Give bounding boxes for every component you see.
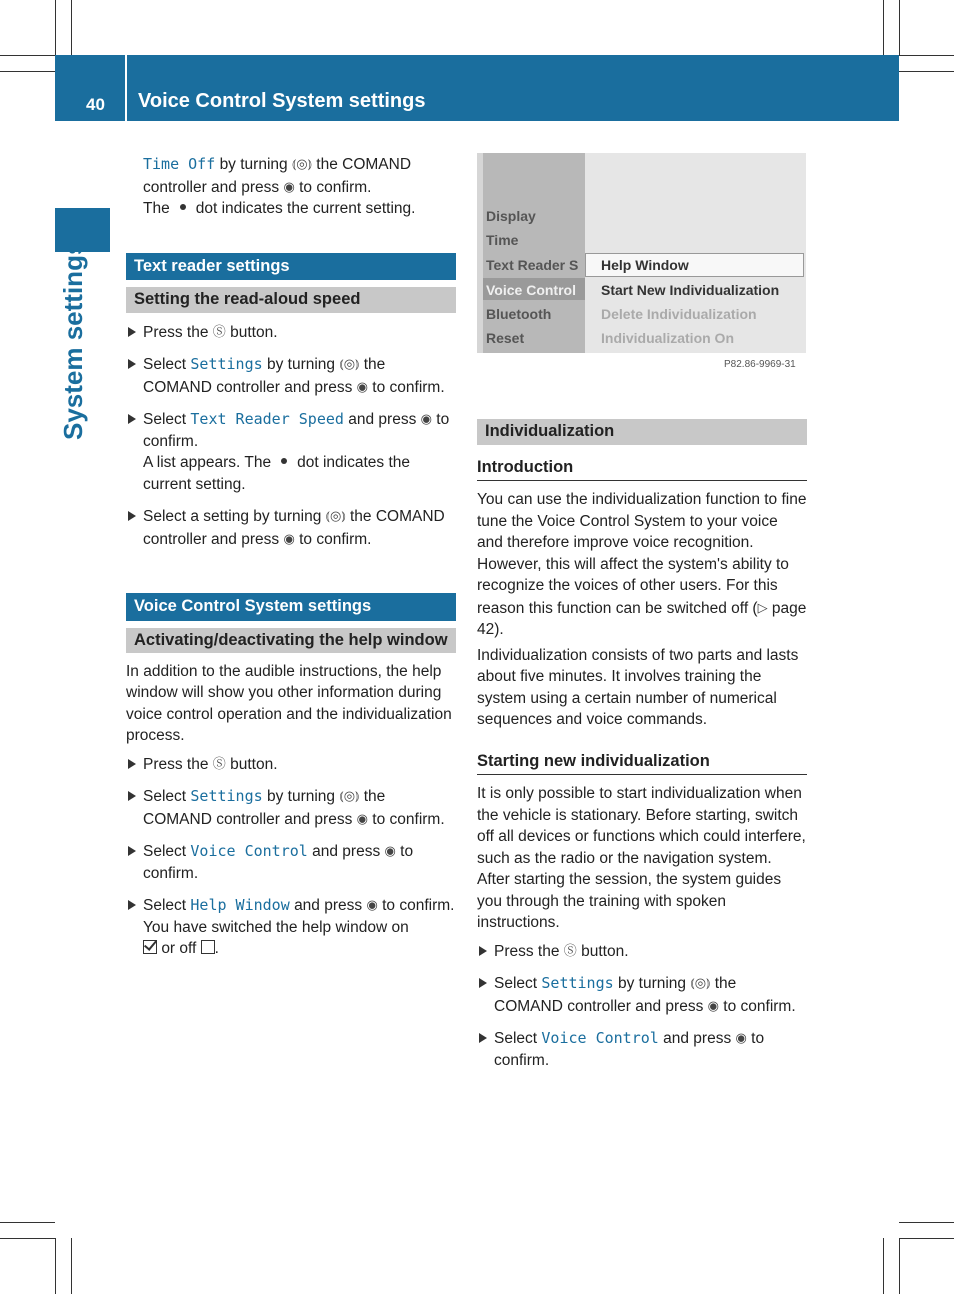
screen-menu-item: Display <box>486 208 536 224</box>
step: Select Voice Control and press ◉ to confirm. <box>477 1027 807 1071</box>
screen-menu-item: Reset <box>486 330 525 346</box>
sys-button-icon: Ⓢ <box>563 942 577 958</box>
crop-mark <box>0 55 55 56</box>
crop-mark <box>899 0 900 55</box>
press-controller-icon: ◉ <box>707 997 719 1013</box>
rotate-controller-icon: ⦅◎⦆ <box>291 156 312 171</box>
crop-mark <box>0 1222 55 1223</box>
right-column <box>477 419 807 1071</box>
keyword: Settings <box>190 787 263 805</box>
crop-mark <box>0 1238 55 1239</box>
sys-button-icon: Ⓢ <box>212 323 226 339</box>
paragraph: Individualization consists of two parts and lasts about five minutes. It involves training the system using a certain number of numerical sequences and voice commands. <box>477 646 799 728</box>
crop-mark <box>899 1238 954 1239</box>
step: Press the Ⓢ button. <box>126 753 456 776</box>
screen-menu-item: Time <box>486 232 519 248</box>
rotate-controller-icon: ⦅◎⦆ <box>690 975 711 990</box>
step: Select Help Window and press ◉ to confirm. You have switched the help window on or off . <box>126 894 456 960</box>
section-heading: Text reader settings <box>126 253 456 281</box>
step: Press the Ⓢ button. <box>477 940 807 963</box>
press-controller-icon: ◉ <box>283 178 295 194</box>
crop-mark <box>71 0 72 55</box>
step: Press the Ⓢ button. <box>126 321 456 344</box>
crop-mark <box>55 0 56 55</box>
screen-option: Help Window <box>601 257 689 273</box>
press-controller-icon: ◉ <box>356 378 368 394</box>
crop-mark <box>0 71 55 72</box>
press-controller-icon: ◉ <box>735 1030 747 1045</box>
section-heading: Voice Control System settings <box>126 593 456 621</box>
press-controller-icon: ◉ <box>384 843 396 858</box>
crop-mark <box>883 1238 884 1294</box>
crop-mark <box>899 1238 900 1294</box>
screen-option: Delete Individualization <box>601 306 757 322</box>
keyword: Text Reader Speed <box>190 410 344 428</box>
screen-option: Individualization On <box>601 330 734 346</box>
rotate-controller-icon: ⦅◎⦆ <box>339 356 360 371</box>
crop-mark <box>71 1238 72 1294</box>
step: Select Settings by turning ⦅◎⦆ the COMAND controller and press ◉ to confirm. <box>126 353 456 398</box>
crop-mark <box>55 1238 56 1294</box>
press-controller-icon: ◉ <box>283 530 295 546</box>
keyword: Settings <box>541 974 614 992</box>
step: Select Voice Control and press ◉ to confirm. <box>126 840 456 884</box>
page-number: 40 <box>86 95 105 114</box>
side-tab-label: System settings <box>58 240 88 440</box>
dot-icon <box>180 204 186 210</box>
intro-paragraph: Time Off by turning ⦅◎⦆ the COMAND controller and press ◉ to confirm. The dot indicates the current setting. <box>143 155 416 217</box>
image-reference-code: P82.86-9969-31 <box>724 359 796 370</box>
rotate-controller-icon: ⦅◎⦆ <box>325 508 346 523</box>
press-controller-icon: ◉ <box>366 897 378 912</box>
keyword: Time Off <box>143 155 216 173</box>
rotate-controller-icon: ⦅◎⦆ <box>339 788 360 803</box>
paragraph: You can use the individualization function to fine tune the Voice Control System to your voice and therefore improve voice recognition. However, this will affect the system's ability to recognize the voices of other users. For this reason this function can be switched off (▷ page 42). <box>477 491 807 638</box>
subsection-heading: Activating/deactivating the help window <box>126 628 456 653</box>
dot-icon <box>281 458 287 464</box>
crop-mark <box>899 55 954 56</box>
paragraph: It is only possible to start individualization when the vehicle is stationary. Before starting, switch off all devices or functions which could interfere, such as the radio or the navigation system. After starting the session, the system guides you through the training with spoken instructions. <box>477 785 806 931</box>
step: Select Text Reader Speed and press ◉ to confirm. A list appears. The dot indicates the current setting. <box>126 408 456 495</box>
step: Select Settings by turning ⦅◎⦆ the COMAND controller and press ◉ to confirm. <box>126 785 456 830</box>
subsection-heading: Introduction <box>477 457 807 482</box>
screen-menu-item: Voice Control <box>486 282 576 298</box>
comand-screen-image <box>477 153 806 353</box>
left-column <box>126 153 456 960</box>
keyword: Settings <box>190 355 263 373</box>
page-reference-icon: ▷ <box>757 599 768 615</box>
crop-mark <box>899 1222 954 1223</box>
section-heading: Individualization <box>477 419 807 445</box>
step: Select Settings by turning ⦅◎⦆ the COMAND controller and press ◉ to confirm. <box>477 972 807 1017</box>
keyword: Voice Control <box>190 842 308 860</box>
header-divider <box>125 55 127 121</box>
paragraph: In addition to the audible instructions, the help window will show you other information during voice control operation and the individualization process. <box>126 662 452 744</box>
crop-mark <box>883 0 884 55</box>
subsection-heading: Setting the read-aloud speed <box>126 287 456 313</box>
press-controller-icon: ◉ <box>420 411 432 426</box>
checkbox-checked-icon <box>143 940 157 954</box>
keyword: Voice Control <box>541 1029 659 1047</box>
crop-mark <box>899 71 954 72</box>
sys-button-icon: Ⓢ <box>212 755 226 771</box>
press-controller-icon: ◉ <box>356 810 368 826</box>
page-title: Voice Control System settings <box>138 90 426 112</box>
screen-menu-item: Bluetooth <box>486 306 552 322</box>
screen-option: Start New Individualization <box>601 282 780 298</box>
checkbox-empty-icon <box>201 940 215 954</box>
subsection-heading: Starting new individualization <box>477 751 807 776</box>
keyword: Help Window <box>190 896 290 914</box>
step: Select a setting by turning ⦅◎⦆ the COMAND controller and press ◉ to confirm. <box>126 505 456 550</box>
screen-menu-item: Text Reader S <box>486 257 579 273</box>
screen-menu-pane <box>483 153 585 353</box>
